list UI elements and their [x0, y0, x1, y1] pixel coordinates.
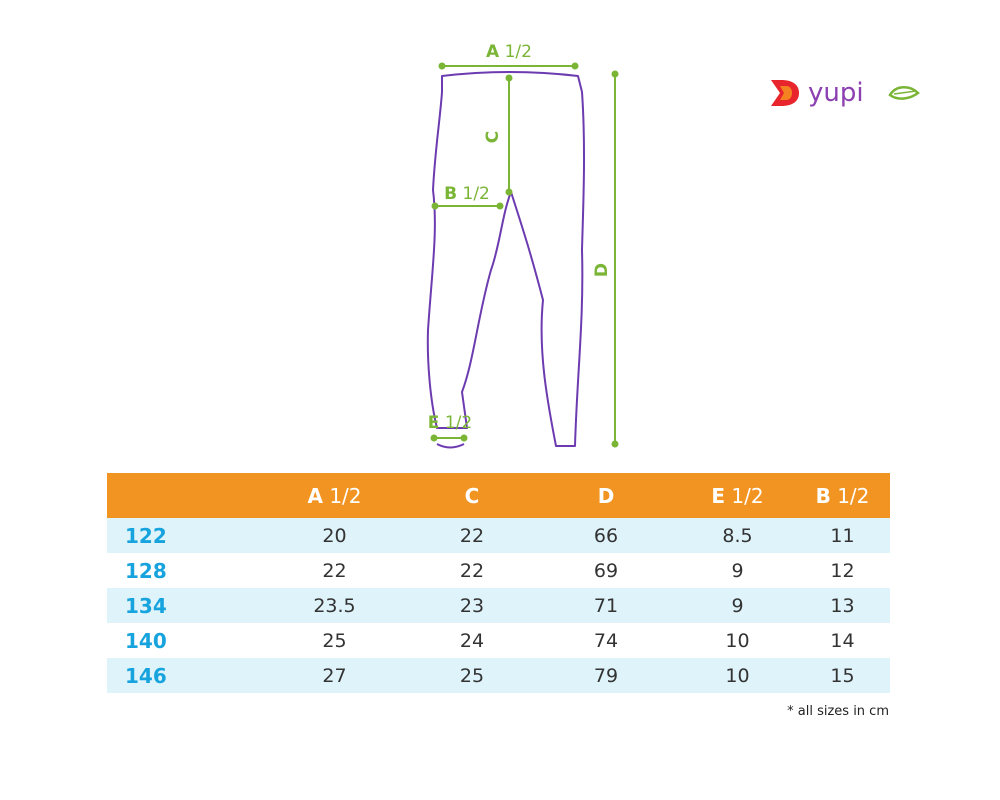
measure-e-end-right — [461, 435, 468, 442]
measure-c-end-top — [506, 75, 513, 82]
cell-a: 20 — [257, 518, 412, 553]
measure-a-end-left — [439, 63, 446, 70]
measure-a-label: A 1/2 — [486, 42, 532, 62]
cell-d: 69 — [532, 553, 680, 588]
size-table — [107, 473, 890, 693]
cell-c: 25 — [412, 658, 532, 693]
size-label: 140 — [107, 623, 257, 658]
cell-c: 22 — [412, 518, 532, 553]
pants-outline — [428, 72, 584, 446]
cell-c: 23 — [412, 588, 532, 623]
cell-b: 12 — [795, 553, 890, 588]
measure-c-end-bottom — [506, 189, 513, 196]
cell-b: 13 — [795, 588, 890, 623]
measure-d-end-top — [612, 71, 619, 78]
cell-a: 25 — [257, 623, 412, 658]
logo-wordmark: yupi — [808, 78, 864, 108]
table-header-row — [107, 473, 890, 518]
cell-d: 74 — [532, 623, 680, 658]
measure-d-end-bottom — [612, 441, 619, 448]
cell-e: 10 — [680, 658, 795, 693]
measure-b-label: B 1/2 — [444, 184, 490, 204]
cell-e: 9 — [680, 553, 795, 588]
pants-outline-hem — [437, 444, 464, 448]
cell-e: 8.5 — [680, 518, 795, 553]
table-row — [107, 658, 890, 693]
cell-a: 23.5 — [257, 588, 412, 623]
measure-e-end-left — [431, 435, 438, 442]
table-header-e: E 1/2 — [680, 473, 795, 518]
cell-a: 22 — [257, 553, 412, 588]
table-header-d: D — [532, 473, 680, 518]
units-footnote: * all sizes in cm — [787, 704, 889, 719]
measure-e-label: E 1/2 — [427, 413, 473, 433]
cell-b: 11 — [795, 518, 890, 553]
measure-b-end-right — [497, 203, 504, 210]
measure-a-end-right — [572, 63, 579, 70]
cell-a: 27 — [257, 658, 412, 693]
cell-b: 15 — [795, 658, 890, 693]
cell-c: 24 — [412, 623, 532, 658]
size-label: 134 — [107, 588, 257, 623]
table-row — [107, 588, 890, 623]
size-label: 146 — [107, 658, 257, 693]
size-label: 122 — [107, 518, 257, 553]
cell-c: 22 — [412, 553, 532, 588]
cell-e: 10 — [680, 623, 795, 658]
cell-d: 71 — [532, 588, 680, 623]
table-header-b: B 1/2 — [795, 473, 890, 518]
measure-b-end-left — [432, 203, 439, 210]
table-header-a: A 1/2 — [257, 473, 412, 518]
size-label: 128 — [107, 553, 257, 588]
cell-d: 66 — [532, 518, 680, 553]
cell-e: 9 — [680, 588, 795, 623]
table-row — [107, 623, 890, 658]
measure-c-label: C — [483, 130, 503, 144]
table-row — [107, 518, 890, 553]
table-header-c: C — [412, 473, 532, 518]
logo-leaf-stem — [894, 91, 916, 94]
brand-logo — [768, 73, 938, 113]
cell-d: 79 — [532, 658, 680, 693]
measure-d-label: D — [592, 262, 612, 278]
table-header-size — [107, 473, 257, 518]
table-row — [107, 553, 890, 588]
cell-b: 14 — [795, 623, 890, 658]
